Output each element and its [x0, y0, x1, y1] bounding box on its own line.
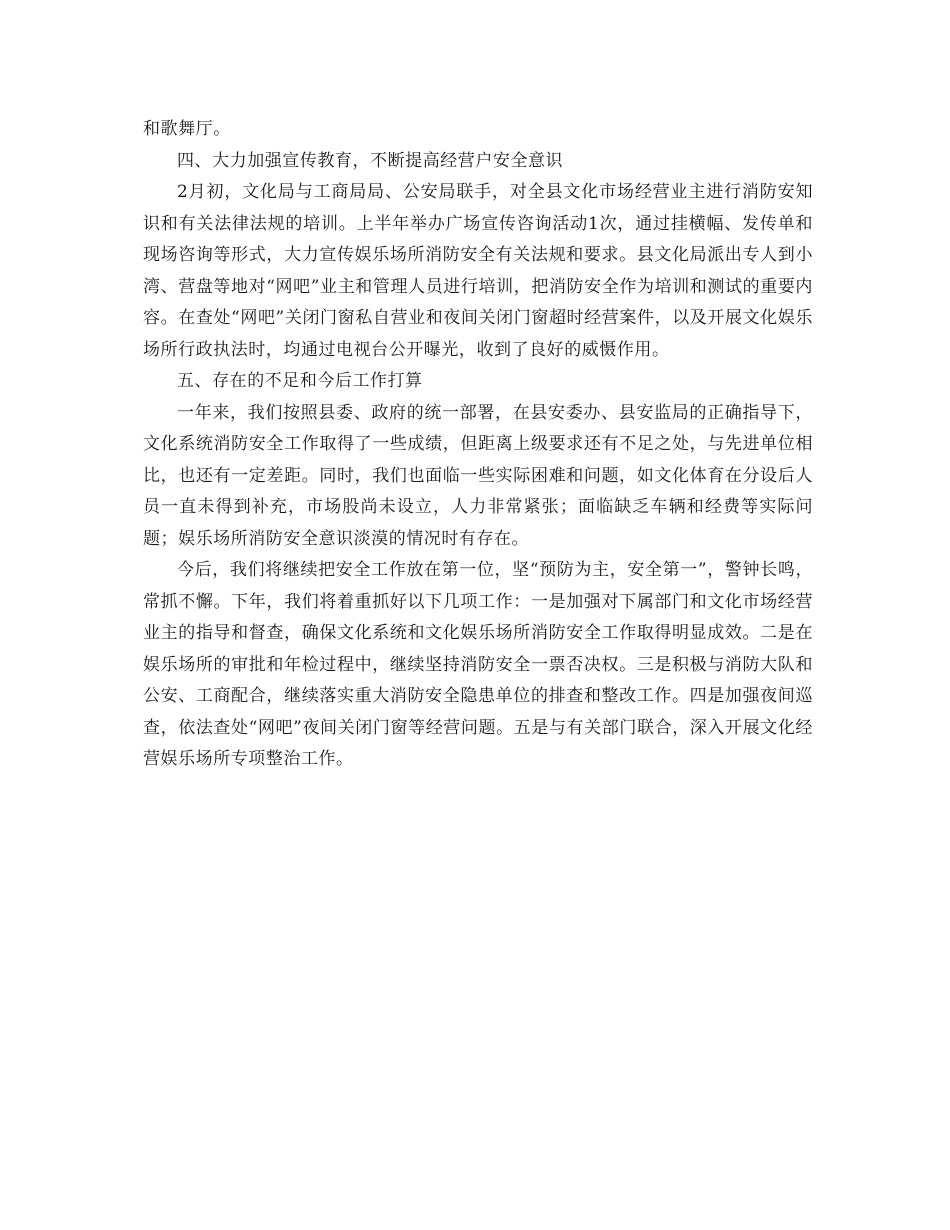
- paragraph-continuation: 和歌舞厅。: [143, 119, 231, 139]
- document-body: [143, 114, 813, 776]
- section-heading-5: 五、存在的不足和今后工作打算: [177, 371, 423, 391]
- paragraph-publicity: 2月初，文化局与工商局局、公安局联手，对全县文化市场经营业主进行消防安知识和有关法律法规的培训。上半年举办广场宣传咨询活动1次，通过挂横幅、发传单和现场咨询等形式，大力宣传娱乐场所消防安全有关法规和要求。县文化局派出专人到小湾、营盘等地对“网吧”业主和管理人员进行培训，把消防安全作为培训和测试的重要内容。在查处“网吧”关闭门窗私自营业和夜间关闭门窗超时经营案件，以及开展文化娱乐场所行政执法时，均通过电视台公开曝光，收到了良好的威慑作用。: [143, 182, 813, 360]
- section-heading-4: 四、大力加强宣传教育，不断提高经营户安全意识: [177, 150, 564, 171]
- paragraph-future-plans: 今后，我们将继续把安全工作放在第一位，坚“预防为主，安全第一”，警钟长鸣，常抓不懈。下年，我们将着重抓好以下几项工作：一是加强对下属部门和文化市场经营业主的指导和督查，确保文化系统和文化娱乐场所消防安全工作取得明显成效。二是在娱乐场所的审批和年检过程中，继续坚持消防安全一票否决权。三是积极与消防大队和公安、工商配合，继续落实重大消防安全隐患单位的排查和整改工作。四是加强夜间巡查，依法查处“网吧”夜间关闭门窗等经营问题。五是与有关部门联合，深入开展文化经营娱乐场所专项整治工作。: [143, 560, 813, 769]
- paragraph-shortcomings: 一年来，我们按照县委、政府的统一部署，在县安委办、县安监局的正确指导下，文化系统消防安全工作取得了一些成绩，但距离上级要求还有不足之处，与先进单位相比，也还有一定差距。同时，我们也面临一些实际困难和问题，如文化体育在分设后人员一直未得到补充，市场股尚未设立，人力非常紧张；面临缺乏车辆和经费等实际问题；娱乐场所消防安全意识淡漠的情况时有存在。: [143, 402, 813, 549]
